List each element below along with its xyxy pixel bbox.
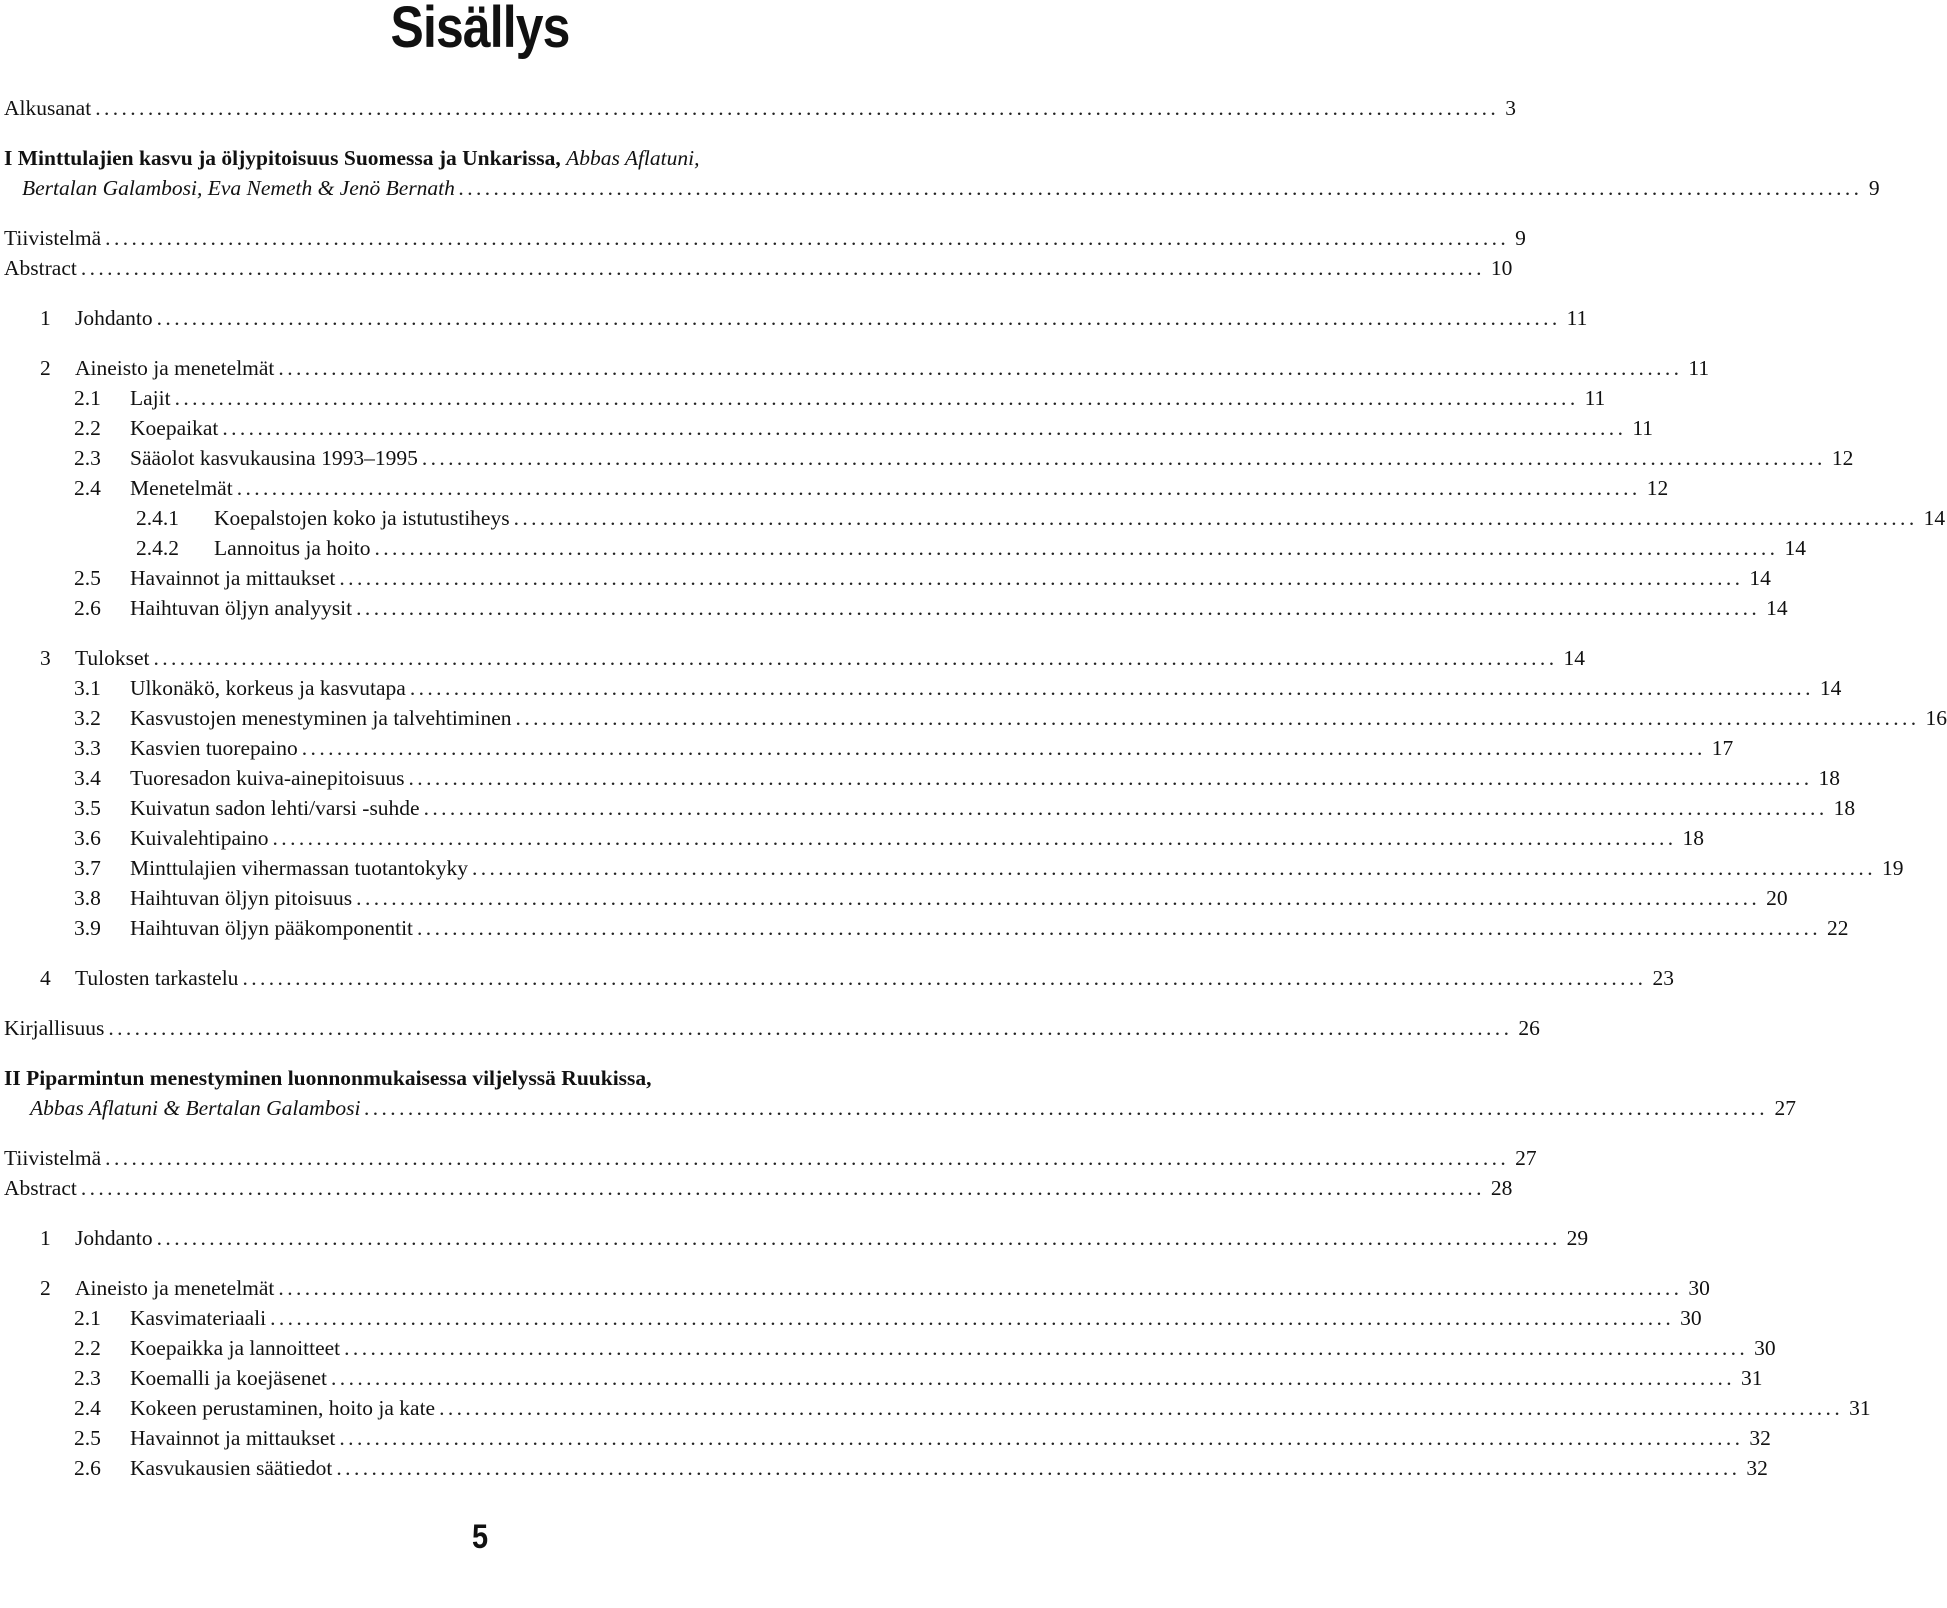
section-number: 3 [40,646,51,670]
toc-page-number: 23 [1652,966,1674,990]
leader-dots: ................................................................................................................................................................ [105,226,1510,250]
leader-dots: ................................................................................................................................................................ [458,176,1863,200]
toc-entry-label: Tiivistelmä [4,1146,102,1170]
toc-entry-label: Lajit [130,386,171,410]
toc-entry[interactable] [4,1223,1589,1253]
section-number: 2.5 [74,1426,101,1450]
section-number: 2.4.2 [136,536,179,560]
toc-page-number: 30 [1680,1306,1702,1330]
toc-entry-label: Abstract [4,256,77,280]
toc-entry[interactable] [4,223,1526,253]
toc-entry-label: Lannoitus ja hoito [214,536,371,560]
leader-dots: ................................................................................................................................................................ [80,256,1485,280]
leader-dots: ................................................................................................................................................................ [356,596,1761,620]
part-authors: Abbas Aflatuni & Bertalan Galambosi [30,1096,361,1120]
section-number: 3.8 [74,886,101,910]
leader-dots: ................................................................................................................................................................ [80,1176,1485,1200]
toc-page-number: 11 [1566,306,1588,330]
toc-entry-label: Kirjallisuus [4,1016,105,1040]
part-title: I Minttulajien kasvu ja öljypitoisuus Suomessa ja Unkarissa, [4,146,561,170]
toc-page-number: 14 [1563,646,1585,670]
toc-entry[interactable] [4,593,1788,623]
toc-page-number: 27 [1774,1096,1796,1120]
leader-dots: ................................................................................................................................................................ [339,566,1744,590]
leader-dots: ................................................................................................................................................................ [374,536,1779,560]
part-1-heading[interactable] [4,143,1880,203]
toc-entry[interactable] [4,1453,1768,1483]
toc-page-number: 16 [1925,706,1947,730]
page-number: 5 [471,1518,489,1556]
toc-page-number: 14 [1784,536,1806,560]
section-number: 2.1 [74,386,101,410]
toc-entry-label: Kasvien tuorepaino [130,736,298,760]
toc-entry-label: Haihtuvan öljyn analyysit [130,596,353,620]
part-2-heading[interactable] [4,1063,1796,1123]
toc-entry-label: Aineisto ja menetelmät [75,1276,275,1300]
leader-dots: ................................................................................................................................................................ [105,1146,1510,1170]
section-number: 3.9 [74,916,101,940]
toc-page-number: 3 [1505,96,1516,120]
leader-dots: ................................................................................................................................................................ [408,766,1813,790]
toc-entry[interactable] [4,1173,1513,1203]
table-of-contents [4,93,1947,1483]
toc-entry[interactable] [4,503,1946,533]
toc-page-number: 11 [1632,416,1654,440]
toc-page-number: 27 [1515,1146,1537,1170]
section-number: 2.3 [74,446,101,470]
toc-page-number: 9 [1515,226,1526,250]
toc-entry[interactable] [4,673,1842,703]
leader-dots: ................................................................................................................................................................ [364,1096,1769,1120]
toc-entry-label: Johdanto [75,1226,153,1250]
toc-page-number: 22 [1827,916,1849,940]
toc-entry[interactable] [4,963,1674,993]
part-authors: Abbas Aflatuni, [566,146,700,170]
toc-entry-label: Tuoresadon kuiva-ainepitoisuus [130,766,405,790]
toc-entry[interactable] [4,563,1771,593]
toc-page-number: 30 [1688,1276,1710,1300]
toc-page-number: 18 [1818,766,1841,790]
toc-page-number: 11 [1688,356,1710,380]
toc-entry-label: Koemalli ja koejäsenet [130,1366,328,1390]
toc-entry-label: Kuivatun sadon lehti/varsi -suhde [130,796,420,820]
leader-dots: ................................................................................................................................................................ [174,386,1579,410]
leader-dots: ................................................................................................................................................................ [336,1456,1741,1480]
leader-dots: ................................................................................................................................................................ [417,916,1822,940]
toc-entry-label: Havainnot ja mittaukset [130,1426,336,1450]
toc-entry[interactable] [4,823,1705,853]
toc-entry-label: Kasvustojen menestyminen ja talvehtiminen [130,706,512,730]
toc-entry-label: Haihtuvan öljyn pitoisuus [130,886,353,910]
leader-dots: ................................................................................................................................................................ [344,1336,1749,1360]
section-number: 2.5 [74,566,101,590]
toc-page-number: 18 [1833,796,1856,820]
toc-entry[interactable] [4,253,1513,283]
leader-dots: ................................................................................................................................................................ [156,306,1561,330]
leader-dots: ................................................................................................................................................................ [356,886,1761,910]
toc-page-number: 20 [1766,886,1788,910]
toc-entry[interactable] [4,703,1947,733]
toc-entry[interactable] [4,1423,1771,1453]
part-authors: Bertalan Galambosi, Eva Nemeth & Jenö Bernath [22,176,455,200]
toc-entry-label: Koepaikat [130,416,219,440]
toc-entry-label: Johdanto [75,306,153,330]
leader-dots: ................................................................................................................................................................ [439,1396,1844,1420]
leader-dots: ................................................................................................................................................................ [222,416,1627,440]
section-number: 2 [40,356,51,380]
toc-entry[interactable] [4,353,1710,383]
leader-dots: ................................................................................................................................................................ [278,1276,1683,1300]
toc-entry[interactable] [4,1303,1702,1333]
leader-dots: ................................................................................................................................................................ [513,506,1918,530]
toc-entry-label: Kokeen perustaminen, hoito ja kate [130,1396,436,1420]
toc-entry[interactable] [4,383,1606,413]
leader-dots: ................................................................................................................................................................ [301,736,1706,760]
toc-entry-label: Ulkonäkö, korkeus ja kasvutapa [130,676,406,700]
section-number: 2.4 [74,1396,101,1420]
toc-entry[interactable] [4,763,1841,793]
leader-dots: ................................................................................................................................................................ [471,856,1876,880]
part-authors-line [4,173,1880,203]
section-number: 3.7 [74,856,101,880]
section-number: 1 [40,1226,51,1250]
toc-page-number: 11 [1584,386,1606,410]
toc-entry[interactable] [4,643,1585,673]
part-authors-line [4,1093,1796,1123]
toc-entry-label: Aineisto ja menetelmät [75,356,275,380]
toc-page-number: 12 [1646,476,1669,500]
toc-page-number: 14 [1819,676,1842,700]
toc-page-number: 32 [1749,1426,1771,1450]
toc-entry[interactable] [4,883,1788,913]
toc-entry[interactable] [4,733,1734,763]
toc-entry-label: Koepalstojen koko ja istutustiheys [214,506,510,530]
leader-dots: ................................................................................................................................................................ [272,826,1677,850]
toc-page-number: 30 [1754,1336,1776,1360]
section-number: 2 [40,1276,51,1300]
leader-dots: ................................................................................................................................................................ [423,796,1828,820]
toc-page-number: 26 [1518,1016,1540,1040]
section-number: 3.4 [74,766,101,790]
toc-entry[interactable] [4,1273,1710,1303]
toc-entry[interactable] [4,1393,1871,1423]
toc-entry-label: Haihtuvan öljyn pääkomponentit [130,916,414,940]
toc-entry-label: Minttulajien vihermassan tuotantokyky [130,856,468,880]
toc-entry[interactable] [4,533,1806,563]
section-number: 2.2 [74,1336,101,1360]
toc-entry-label: Koepaikka ja lannoitteet [130,1336,341,1360]
section-number: 2.2 [74,416,101,440]
section-number: 3.2 [74,706,101,730]
part-title: II Piparmintun menestyminen luonnonmukaisessa viljelyssä Ruukissa, [4,1066,652,1090]
leader-dots: ................................................................................................................................................................ [339,1426,1744,1450]
toc-entry[interactable] [4,913,1849,943]
toc-entry-label: Abstract [4,1176,77,1200]
toc-entry[interactable] [4,413,1654,443]
toc-entry[interactable] [4,1143,1537,1173]
page-title: Sisällys [390,0,570,60]
toc-entry-label: Tiivistelmä [4,226,102,250]
toc-entry-label: Sääolot kasvukausina 1993–1995 [130,446,418,470]
section-number: 4 [40,966,51,990]
toc-entry-preface[interactable] [4,93,1516,123]
leader-dots: ................................................................................................................................................................ [108,1016,1513,1040]
leader-dots: ................................................................................................................................................................ [236,476,1641,500]
toc-entry-label: Kasvimateriaali [130,1306,267,1330]
leader-dots: ................................................................................................................................................................ [270,1306,1675,1330]
toc-page-number: 14 [1749,566,1771,590]
leader-dots: ................................................................................................................................................................ [153,646,1558,670]
toc-entry[interactable] [4,443,1854,473]
toc-entry-label: Alkusanat [4,96,92,120]
toc-entry-label: Tulosten tarkastelu [75,966,239,990]
leader-dots: ................................................................................................................................................................ [278,356,1683,380]
leader-dots: ................................................................................................................................................................ [515,706,1920,730]
toc-entry[interactable] [4,1333,1776,1363]
section-number: 3.6 [74,826,101,850]
toc-page-number: 29 [1566,1226,1589,1250]
toc-page-number: 31 [1849,1396,1871,1420]
leader-dots: ................................................................................................................................................................ [409,676,1814,700]
section-number: 3.3 [74,736,101,760]
leader-dots: ................................................................................................................................................................ [95,96,1500,120]
leader-dots: ................................................................................................................................................................ [242,966,1647,990]
leader-dots: ................................................................................................................................................................ [156,1226,1561,1250]
toc-entry[interactable] [4,793,1856,823]
section-number: 3.1 [74,676,101,700]
leader-dots: ................................................................................................................................................................ [421,446,1826,470]
toc-entry-label: Menetelmät [130,476,233,500]
toc-page-number: 18 [1682,826,1705,850]
toc-page-number: 12 [1831,446,1854,470]
section-number: 1 [40,306,51,330]
toc-page-number: 32 [1746,1456,1768,1480]
section-number: 3.5 [74,796,101,820]
toc-page-number: 28 [1490,1176,1513,1200]
toc-entry-label: Havainnot ja mittaukset [130,566,336,590]
toc-entry[interactable] [4,1013,1540,1043]
toc-entry-label: Tulokset [75,646,150,670]
section-number: 2.6 [74,596,101,620]
toc-entry[interactable] [4,473,1669,503]
toc-entry-label: Kuivalehtipaino [130,826,269,850]
section-number: 2.6 [74,1456,101,1480]
toc-page-number: 14 [1923,506,1946,530]
section-number: 2.3 [74,1366,101,1390]
toc-page-number: 9 [1868,176,1880,200]
section-number: 2.4 [74,476,101,500]
toc-page-number: 17 [1711,736,1734,760]
toc-entry[interactable] [4,1363,1763,1393]
toc-entry[interactable] [4,303,1588,333]
toc-page-number: 31 [1741,1366,1763,1390]
toc-page-number: 14 [1766,596,1788,620]
leader-dots: ................................................................................................................................................................ [331,1366,1736,1390]
section-number: 2.1 [74,1306,101,1330]
toc-page-number: 10 [1490,256,1513,280]
toc-entry-label: Kasvukausien säätiedot [130,1456,333,1480]
section-number: 2.4.1 [136,506,179,530]
toc-entry[interactable] [4,853,1904,883]
toc-page-number: 19 [1881,856,1904,880]
